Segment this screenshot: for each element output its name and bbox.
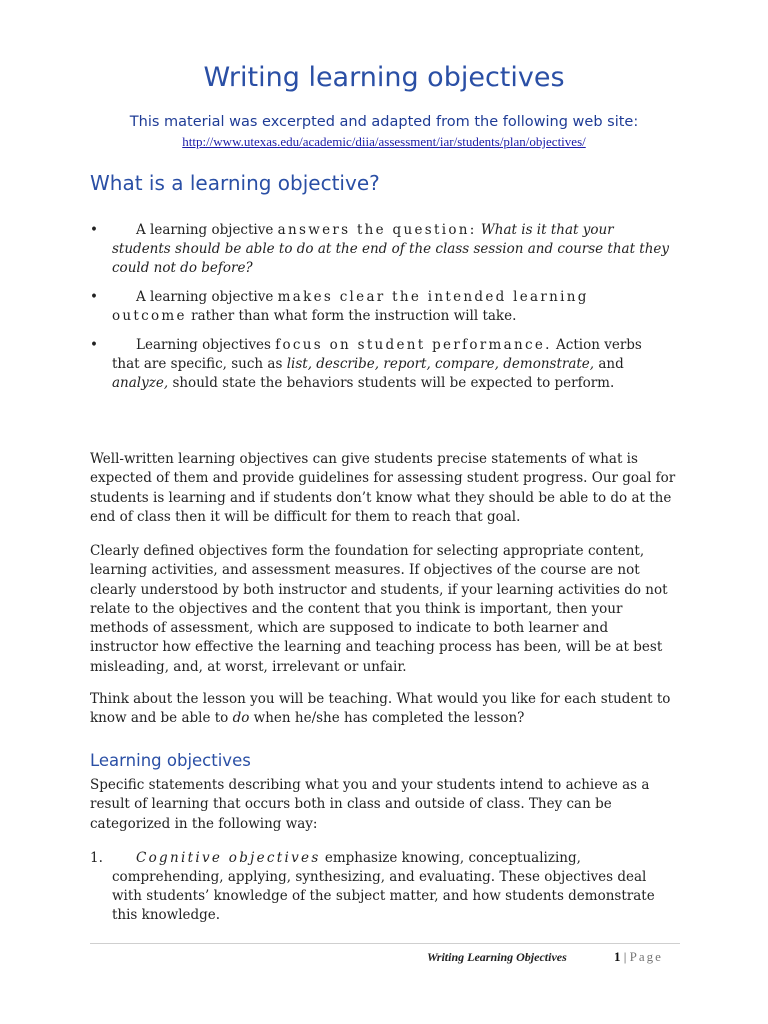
bullet-lead: A learning objective	[136, 289, 274, 305]
bullet-text: and	[598, 356, 624, 372]
source-link[interactable]: http://www.utexas.edu/academic/diia/assessment/iar/students/plan/objectives/	[182, 134, 586, 149]
list-number: 1.	[90, 850, 103, 866]
bullet-item	[90, 336, 670, 393]
bullet-lead: Learning objectives	[136, 337, 271, 353]
paragraph-text: Think about the lesson you will be teaching. What would you like for each student to know and be able to	[90, 691, 671, 727]
excerpt-note: This material was excerpted and adapted from the following web site:	[129, 114, 639, 130]
bullet-spaced-text: focus on student performance.	[275, 337, 552, 353]
bullet-spaced-text: makes clear the intended learning outcome	[112, 289, 589, 324]
bullet-italic-text: analyze,	[112, 375, 169, 391]
paragraph: Clearly defined objectives form the foundation for selecting appropriate content, learning activities, and assessment measures. If objectives of the course are not clearly understood by both instructor and students, if your learning activities do not relate to the objectives and the content that you think is important, then your methods of assessment, which are supposed to indicate to both learner and instructor how effective the learning and teaching process has been, will be at best misleading, and, at worst, irrelevant or unfair.	[90, 543, 668, 675]
page-number: 1	[614, 949, 621, 964]
paragraph: Well-written learning objectives can give students precise statements of what is expected of them and provide guidelines for assessing student progress. Our goal for students is learning and if students don’t know what they should be able to do at the end of class then it will be difficult for them to reach that goal.	[90, 451, 676, 525]
bullet-italic-text: What is it that your students should be able to do at the end of the class session and course that they could not do before?	[112, 222, 670, 276]
paragraph-text: when he/she has completed the lesson?	[253, 710, 525, 727]
paragraph	[90, 690, 680, 729]
bullet-item	[90, 288, 670, 326]
bullet-text: Action verbs that are specific, such as	[112, 337, 642, 372]
footer-divider	[90, 943, 680, 944]
list-term: Cognitive objectives	[136, 850, 321, 866]
page-separator: |	[620, 949, 630, 964]
document-title: Writing learning objectives	[203, 62, 565, 93]
bullet-marker: •	[90, 289, 98, 305]
footer-page-number	[614, 949, 663, 965]
paragraph-italic-text: do	[232, 710, 250, 727]
list-text: emphasize knowing, conceptualizing, comprehending, applying, synthesizing, and evaluating. These objectives deal with students’ knowledge of the subject matter, and how students demonstrate this knowledge.	[112, 850, 655, 923]
bullet-text: rather than what form the instruction will take.	[191, 308, 517, 324]
bullet-lead: A learning objective	[136, 222, 274, 238]
paragraph: Specific statements describing what you and your students intend to achieve as a result of learning that occurs both in class and outside of class. They can be categorized in the following way:	[90, 777, 650, 832]
bullet-marker: •	[90, 337, 98, 353]
page-label: Page	[629, 949, 663, 964]
bullet-spaced-text: answers the question:	[277, 222, 477, 238]
bullet-item	[90, 221, 670, 278]
section-heading-what-is: What is a learning objective?	[90, 171, 380, 195]
bullet-text: should state the behaviors students will be expected to perform.	[172, 375, 615, 391]
section-heading-learning-objectives: Learning objectives	[90, 751, 251, 770]
footer-title: Writing Learning Objectives	[427, 950, 567, 964]
numbered-list-item	[90, 849, 680, 925]
bullet-marker: •	[90, 222, 98, 238]
bullet-italic-text: list, describe, report, compare, demonstrate,	[286, 356, 595, 372]
